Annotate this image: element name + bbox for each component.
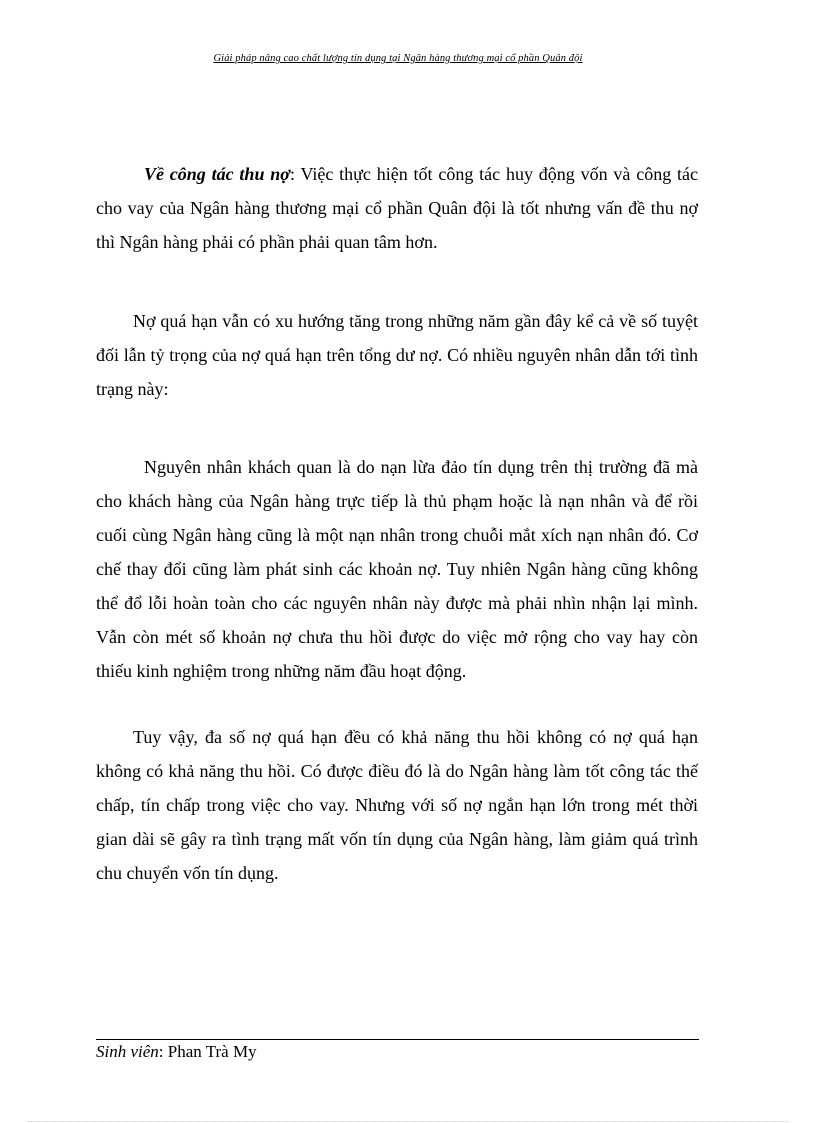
paragraph-lead: Về công tác thu nợ [144,164,290,184]
page-bottom-edge [28,1121,788,1122]
footer-label: Sinh viên [96,1042,159,1061]
footer [96,1041,257,1063]
footer-separator: : [158,1042,168,1061]
paragraph-debt-collection [96,157,698,259]
footer-divider [96,1039,699,1040]
student-name: Phan Trà My [167,1042,257,1061]
paragraph-recovery: Tuy vậy, đa số nợ quá hạn đều có khả năng thu hồi không có nợ quá hạn không có khả năng thu hồi. Có được điều đó là do Ngân hàng làm tốt công tác thế chấp, tín chấp trong việc cho vay. Nhưng với số nợ ngắn hạn lớn trong mét thời gian dài sẽ gây ra tình trạng mất vốn tín dụng của Ngân hàng, làm giảm quá trình chu chuyển vốn tín dụng. [96,727,698,883]
paragraph-text: : Việc thực hiện tốt công tác huy động vốn và công tác cho vay của Ngân hàng thương mại cổ phần Quân đội là tốt nhưng vấn đề thu nợ thì Ngân hàng phải có phần phải quan tâm hơn. [96,164,698,252]
paragraph-overdue-debt: Nợ quá hạn vẫn có xu hướng tăng trong những năm gần đây kể cả về số tuyệt đối lẫn tỷ trọng của nợ quá hạn trên tổng dư nợ. Có nhiều nguyên nhân dẫn tới tình trạng này: [96,311,698,399]
paragraph-objective-causes: Nguyên nhân khách quan là do nạn lừa đảo tín dụng trên thị trường đã mà cho khách hàng của Ngân hàng trực tiếp là thủ phạm hoặc là nạn nhân và để rồi cuối cùng Ngân hàng cũng là một nạn nhân trong chuỗi mắt xích nạn nhân đó. Cơ chế thay đổi cũng làm phát sinh các khoản nợ. Tuy nhiên Ngân hàng cũng không thể đổ lỗi hoàn toàn cho các nguyên nhân này được mà phải nhìn nhận lại mình. Vẫn còn mét số khoản nợ chưa thu hồi được do việc mở rộng cho vay hay còn thiếu kinh nghiệm trong những năm đầu hoạt động. [96,457,698,681]
running-header: Giải pháp nâng cao chất lượng tín dụng tại Ngân hàng thương mại cổ phần Quân đội [213,53,583,64]
